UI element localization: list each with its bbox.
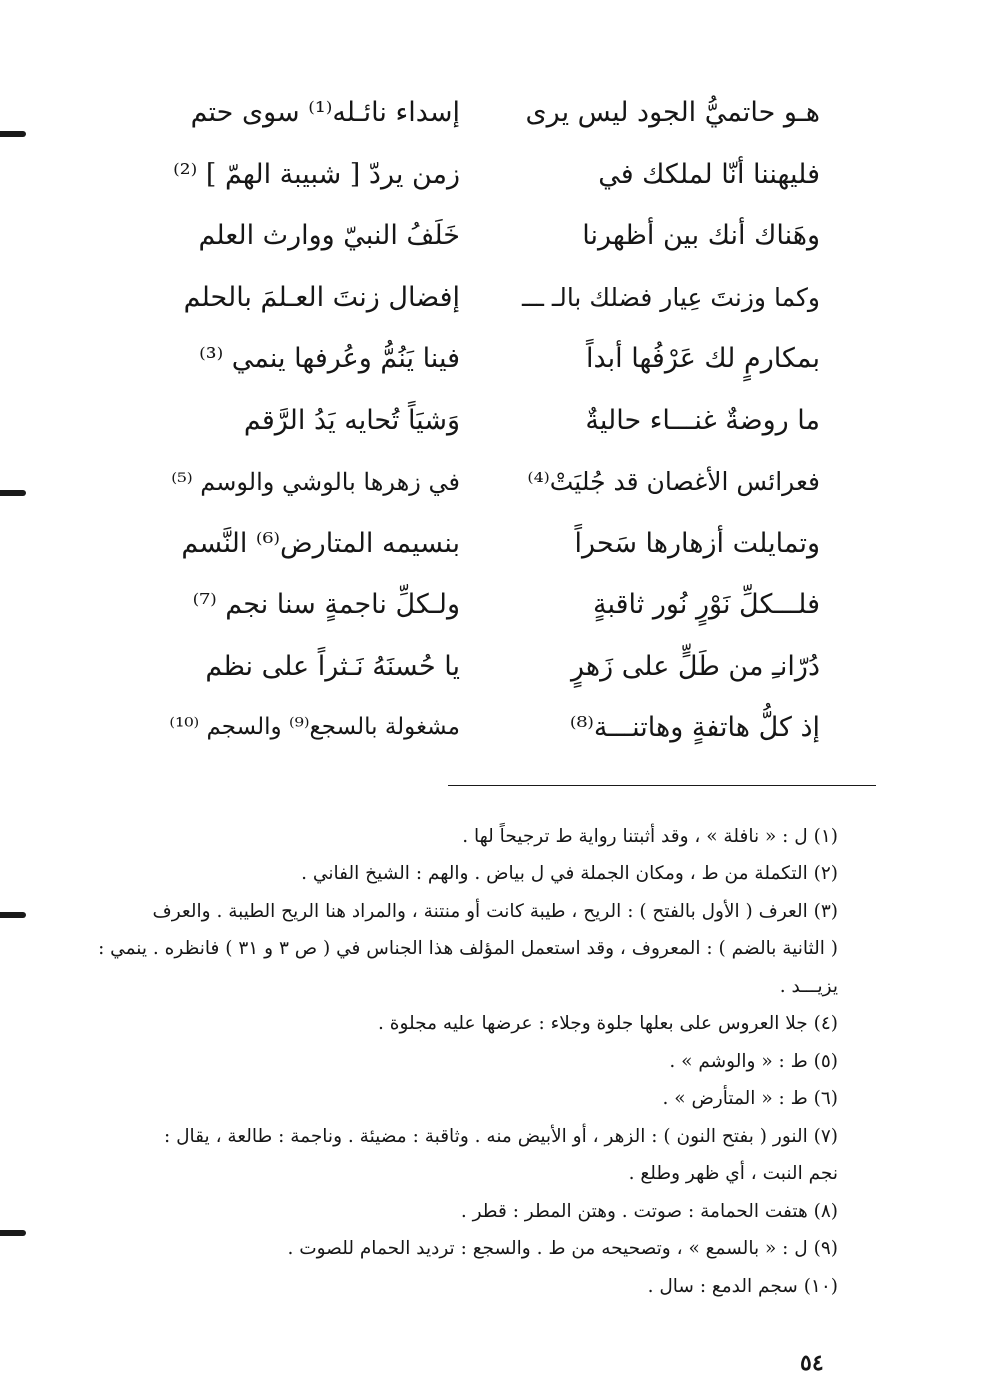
- first-hemistich: فليهننا أنّا لملكك في: [598, 158, 820, 190]
- first-hemistich: فلـــكلِّ نَوْرٍ نُور ثاقبةٍ: [593, 589, 820, 621]
- footnote-line: (٧) النور ( بفتح النون ) : الزهر ، أو الأبيض منه . وثاقبة : مضيئة . وناجمة : طالعة ، يقال :: [163, 1125, 838, 1147]
- footnote-line: (٢) التكملة من ط ، ومكان الجملة في ل بياض . والهم : الشيخ الفاني .: [301, 863, 838, 885]
- second-hemistich: في زهرها بالوشي والوسم ⁽⁵⁾: [171, 467, 460, 496]
- verse-line: [160, 82, 820, 144]
- footnote-line: نجم النبت ، أي ظهر وطلع .: [628, 1163, 838, 1185]
- first-hemistich: دُرّانـِ من طَلٍّ على زَهرٍ: [571, 650, 820, 682]
- margin-mark: [0, 490, 26, 496]
- footnote-line: ( الثانية بالضم ) : المعروف ، وقد استعمل المؤلف هذا الجناس في ( ص ٣ و ٣١ ) فانظره . ينمي :: [98, 938, 838, 960]
- margin-mark: [0, 1230, 26, 1236]
- first-hemistich: إذ كلُّ هاتفةٍ وهاتنـــة⁽⁸⁾: [569, 712, 820, 744]
- footnote-divider: [448, 785, 876, 786]
- second-hemistich: زمن يردّ [ شبيبة الهمّ ] ⁽²⁾: [173, 158, 460, 190]
- verse-line: [160, 636, 820, 698]
- footnote-line: (٩) ل : « بالسمع » ، وتصحيحه من ط . والسجع : ترديد الحمام للصوت .: [287, 1238, 838, 1260]
- verse-line: [160, 697, 820, 759]
- footnote-line: (٥) ط : « والوشم » .: [669, 1050, 838, 1072]
- first-hemistich: فعرائس الأغصان قد جُليَتْ⁽⁴⁾: [527, 467, 820, 497]
- first-hemistich: وكما وزنتَ عِيار فضلك بالـ ـــ: [521, 282, 820, 312]
- second-hemistich: مشغولة بالسجع⁽⁹⁾ والسجم ⁽¹⁰⁾: [169, 714, 460, 741]
- verse-line: [160, 328, 820, 390]
- first-hemistich: بمكارمٍ لك عَرْفُها أبداً: [585, 343, 820, 375]
- verse-line: [160, 451, 820, 513]
- second-hemistich: وَشيَاً تُحايه يَدُ الرَّقم: [243, 404, 460, 436]
- footnote-line: يزيـــد .: [779, 975, 838, 997]
- second-hemistich: إسداء نائـله⁽¹⁾ سوى حتم: [190, 97, 460, 129]
- second-hemistich: خَلَفُ النبيّ ووارث العلم: [198, 220, 460, 252]
- margin-mark: [0, 912, 26, 918]
- second-hemistich: يا حُسنَهُ نَـثراً على نظم: [205, 650, 460, 682]
- verse-line: [160, 205, 820, 267]
- verse-line: [160, 513, 820, 575]
- verse-line: [160, 574, 820, 636]
- first-hemistich: هـو حاتميُّ الجود ليس يرى: [525, 97, 820, 129]
- footnotes: [90, 818, 838, 1306]
- verse-line: [160, 267, 820, 329]
- page-number: ٥٤: [800, 1350, 824, 1376]
- footnote-line: (١) ل : « نافلة » ، وقد أثبتنا رواية ط ترجيحاً لها .: [462, 825, 838, 847]
- first-hemistich: وهَناك أنك بين أظهرنا: [582, 220, 820, 252]
- first-hemistich: وتمايلت أزهارها سَحراً: [574, 527, 820, 559]
- verse-line: [160, 390, 820, 452]
- margin-mark: [0, 131, 26, 137]
- second-hemistich: بنسيمه المتارض⁽⁶⁾ النَّسم: [181, 527, 460, 559]
- second-hemistich: إفضال زنتَ العـلمَ بالحلم: [183, 281, 460, 313]
- footnote-line: (٨) هتفت الحمامة : صوتت . وهتن المطر : قطر .: [460, 1200, 838, 1222]
- footnote-line: (٣) العرف ( الأول بالفتح ) : الريح ، طيبة كانت أو منتنة ، والمراد هنا الريح الطيبة . والعرف: [152, 900, 838, 922]
- footnote-line: (٦) ط : « المتأرض » .: [662, 1088, 838, 1110]
- footnote-line: (٤) جلا العروس على بعلها جلوة وجلاء : عرضها عليه مجلوة .: [378, 1013, 838, 1035]
- second-hemistich: فينا يَنُمُّ وعُرفها ينمي ⁽³⁾: [199, 343, 460, 375]
- first-hemistich: ما روضةٌ غنـــاء حاليةٌ: [585, 404, 820, 436]
- verse-line: [160, 144, 820, 206]
- footnote-line: (١٠) سجم الدمع : سال .: [647, 1275, 838, 1297]
- second-hemistich: ولـكلِّ ناجمةٍ سنا نجم ⁽⁷⁾: [192, 589, 460, 621]
- poem-verses: [160, 82, 820, 759]
